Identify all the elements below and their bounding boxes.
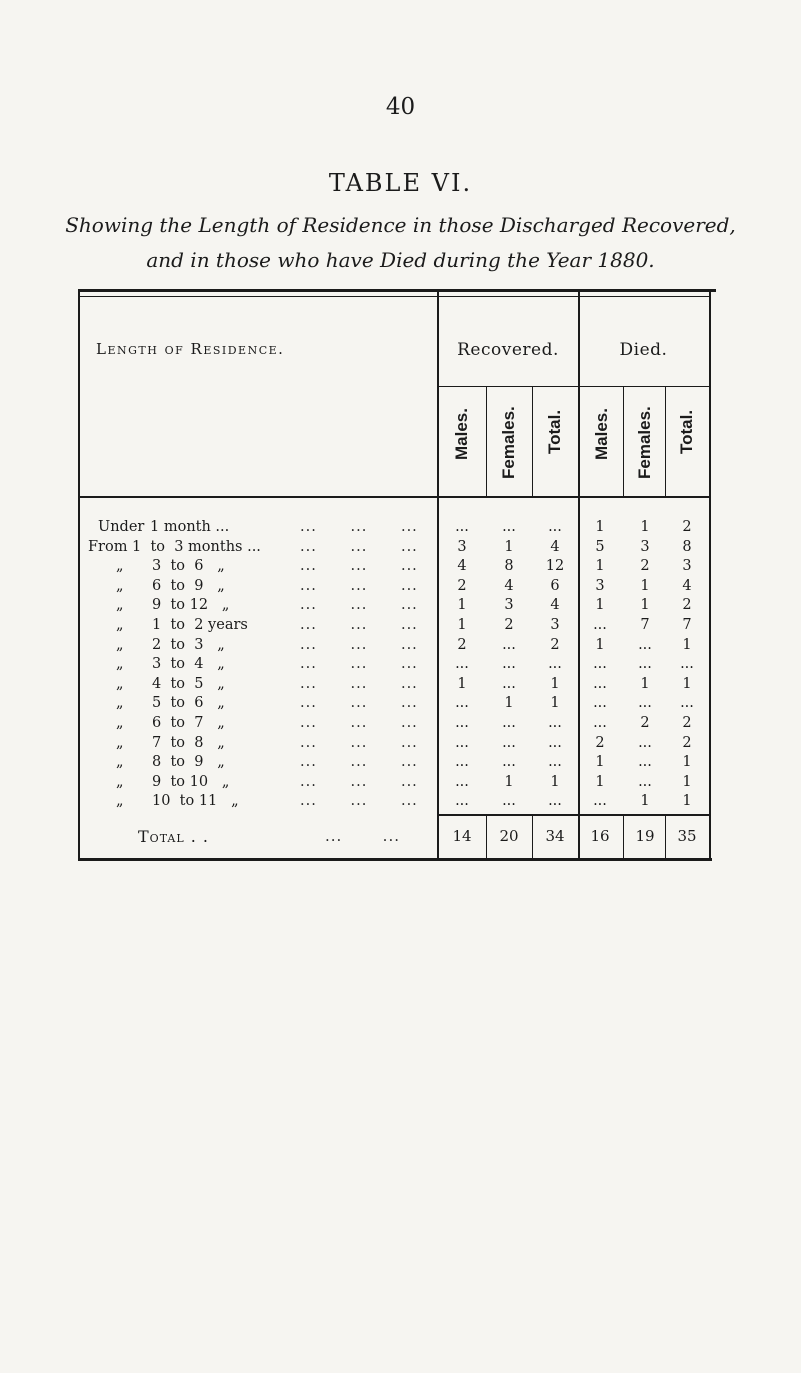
table-cell: 2 xyxy=(682,519,692,535)
table-cell: ... xyxy=(638,636,652,653)
table-cell: 1 xyxy=(640,519,650,535)
row-leader-dots: ... ... ... xyxy=(300,519,418,535)
row-prefix: „ xyxy=(116,577,124,594)
row-range: 6 to 7 „ xyxy=(152,715,225,731)
row-prefix: „ xyxy=(116,773,124,790)
table-cell: ... xyxy=(455,656,469,673)
row-range: 1 to 3 months ... xyxy=(132,538,261,555)
table-cell: 8 xyxy=(504,558,514,575)
table-cell: 2 xyxy=(595,734,605,751)
total-cell: 35 xyxy=(677,827,697,845)
table-cell: 3 xyxy=(504,597,514,614)
table-cell: 1 xyxy=(504,538,514,555)
table-cell: ... xyxy=(593,675,607,692)
row-prefix: „ xyxy=(116,675,124,692)
table-cell: ... xyxy=(455,734,469,751)
total-label: Total . . xyxy=(138,827,210,846)
table-cell: 1 xyxy=(595,773,605,790)
table-cell: 2 xyxy=(504,617,514,633)
row-label xyxy=(88,774,229,790)
total-cell: 34 xyxy=(545,827,565,845)
table-cell: 12 xyxy=(545,558,565,575)
table-cell: 2 xyxy=(457,636,467,653)
table-cell: ... xyxy=(502,675,516,692)
table-cell: 4 xyxy=(504,577,514,594)
table-cell: 3 xyxy=(595,577,605,594)
row-leader-dots: ... ... ... xyxy=(300,538,418,555)
table-cell: ... xyxy=(680,695,694,712)
row-range: 1 to 2 years xyxy=(152,617,248,633)
row-label xyxy=(88,676,225,692)
table-cell: ... xyxy=(455,715,469,731)
table-cell: 1 xyxy=(640,597,650,614)
header-divider xyxy=(80,296,709,297)
col-head-died-total: Total. xyxy=(677,409,696,454)
row-range: 3 to 4 „ xyxy=(152,656,225,673)
table-cell: 1 xyxy=(550,675,560,692)
row-range: 5 to 6 „ xyxy=(152,695,225,712)
col-head-died-males: Males. xyxy=(592,408,611,460)
table-cell: ... xyxy=(502,636,516,653)
row-range: 6 to 9 „ xyxy=(152,577,225,594)
table-cell: ... xyxy=(548,656,562,673)
table-cell: ... xyxy=(548,793,562,810)
row-label xyxy=(88,558,225,574)
table-cell: 1 xyxy=(457,675,467,692)
row-range: 7 to 8 „ xyxy=(152,734,225,751)
table-cell: ... xyxy=(502,656,516,673)
col-head-died-females: Females. xyxy=(635,406,654,479)
row-label xyxy=(88,656,225,672)
row-prefix: „ xyxy=(116,695,124,712)
table-cell: 3 xyxy=(457,538,467,555)
row-leader-dots: ... ... ... xyxy=(300,773,418,790)
table-cell: 1 xyxy=(682,754,692,771)
table-cell: 3 xyxy=(682,558,692,575)
row-range: 4 to 5 „ xyxy=(152,675,225,692)
table-cell: ... xyxy=(638,695,652,712)
table-bottom-border xyxy=(78,858,712,861)
total-cell: 16 xyxy=(590,827,610,845)
col-sep-1 xyxy=(486,387,487,497)
table-cell: ... xyxy=(455,754,469,771)
table-cell: ... xyxy=(593,715,607,731)
row-prefix: „ xyxy=(116,734,124,751)
table-cell: 1 xyxy=(682,636,692,653)
row-label xyxy=(88,695,225,711)
row-label xyxy=(88,754,225,770)
row-prefix: „ xyxy=(116,715,124,731)
row-leader-dots: ... ... ... xyxy=(300,617,418,633)
table-cell: 1 xyxy=(595,754,605,771)
table-cell: 6 xyxy=(550,577,560,594)
col-sep-2 xyxy=(532,387,533,497)
group-died-heading: Died. xyxy=(619,340,668,360)
row-leader-dots: ... ... ... xyxy=(300,734,418,751)
row-prefix: „ xyxy=(116,754,124,771)
total-cell: 19 xyxy=(635,827,655,845)
table-cell: ... xyxy=(455,773,469,790)
row-prefix: „ xyxy=(116,597,124,614)
table-cell: 7 xyxy=(640,617,650,633)
table-cell: ... xyxy=(638,656,652,673)
total-row xyxy=(0,827,801,851)
table-cell: 1 xyxy=(550,773,560,790)
table-cell: 4 xyxy=(682,577,692,594)
total-cell: 20 xyxy=(499,827,519,845)
row-range: 1 month ... xyxy=(150,519,230,535)
page-number: 40 xyxy=(385,94,416,120)
table-cell: ... xyxy=(638,773,652,790)
row-leader-dots: ... ... ... xyxy=(300,675,418,692)
table-cell: ... xyxy=(548,715,562,731)
table-cell: ... xyxy=(638,754,652,771)
table-cell: ... xyxy=(502,793,516,810)
row-label xyxy=(88,637,225,653)
table-cell: 1 xyxy=(595,519,605,535)
col-head-recovered-females: Females. xyxy=(499,406,518,479)
header-bottom-rule xyxy=(80,496,709,498)
table-cell: 2 xyxy=(550,636,560,653)
table-cell: 1 xyxy=(504,773,514,790)
row-leader-dots: ... ... ... xyxy=(300,715,418,731)
table-cell: ... xyxy=(548,734,562,751)
table-row xyxy=(0,793,801,815)
table-cell: 2 xyxy=(682,715,692,731)
table-cell: 1 xyxy=(682,773,692,790)
table-cell: ... xyxy=(548,754,562,771)
group-rule-died xyxy=(578,386,709,387)
table-cell: ... xyxy=(455,793,469,810)
table-cell: ... xyxy=(593,793,607,810)
row-prefix: From xyxy=(88,538,128,555)
table-cell: 3 xyxy=(640,538,650,555)
group-rule-recovered xyxy=(438,386,578,387)
table-cell: ... xyxy=(502,715,516,731)
row-label xyxy=(88,578,225,594)
table-cell: 1 xyxy=(595,636,605,653)
table-cell: 1 xyxy=(457,617,467,633)
row-label xyxy=(88,715,225,731)
table-cell: 8 xyxy=(682,538,692,555)
table-cell: ... xyxy=(593,656,607,673)
col-sep-5 xyxy=(665,387,666,497)
row-range: 3 to 6 „ xyxy=(152,558,225,575)
table-cell: ... xyxy=(593,617,607,633)
table-title: TABLE VI. xyxy=(328,169,473,197)
table-cell: 4 xyxy=(550,597,560,614)
table-cell: ... xyxy=(638,734,652,751)
table-cell: ... xyxy=(680,656,694,673)
col-head-recovered-males: Males. xyxy=(452,408,471,460)
subtitle-line-1: Showing the Length of Residence in those Discharged Recovered, xyxy=(65,213,736,237)
row-leader-dots: ... ... ... xyxy=(300,754,418,771)
row-label xyxy=(98,519,229,535)
subtitle-line-2: and in those who have Died during the Year 1880. xyxy=(146,248,655,272)
row-leader-dots: ... ... ... xyxy=(300,597,418,614)
table-cell: 1 xyxy=(595,597,605,614)
length-of-residence-heading: Length of Residence. xyxy=(96,340,285,358)
row-label xyxy=(88,539,261,555)
table-cell: 1 xyxy=(640,793,650,810)
table-cell: 7 xyxy=(682,617,692,633)
table-cell: 2 xyxy=(682,734,692,751)
row-leader-dots: ... ... ... xyxy=(300,695,418,712)
row-prefix: „ xyxy=(116,636,124,653)
table-cell: ... xyxy=(502,754,516,771)
row-range: 10 to 11 „ xyxy=(152,793,239,810)
table-cell: 2 xyxy=(640,715,650,731)
total-cell: 14 xyxy=(452,827,472,845)
table-cell: 1 xyxy=(504,695,514,712)
row-prefix: Under xyxy=(98,519,145,535)
row-prefix: „ xyxy=(116,793,124,810)
table-cell: ... xyxy=(502,734,516,751)
table-cell: ... xyxy=(455,519,469,535)
table-cell: ... xyxy=(548,519,562,535)
table-cell: ... xyxy=(502,519,516,535)
row-leader-dots: ... ... ... xyxy=(300,636,418,653)
row-label xyxy=(88,597,229,613)
group-recovered-heading: Recovered. xyxy=(457,340,559,360)
row-leader-dots: ... ... ... xyxy=(300,558,418,575)
table-cell: 1 xyxy=(682,793,692,810)
row-prefix: „ xyxy=(116,656,124,673)
table-cell: ... xyxy=(593,695,607,712)
table-cell: 4 xyxy=(550,538,560,555)
table-cell: 2 xyxy=(682,597,692,614)
table-cell: 4 xyxy=(457,558,467,575)
table-cell: 5 xyxy=(595,538,605,555)
table-cell: 1 xyxy=(640,675,650,692)
row-prefix: „ xyxy=(116,558,124,575)
table-cell: 1 xyxy=(640,577,650,594)
row-range: 8 to 9 „ xyxy=(152,754,225,771)
row-range: 9 to 10 „ xyxy=(152,773,230,790)
table-cell: 1 xyxy=(682,675,692,692)
col-sep-4 xyxy=(623,387,624,497)
row-range: 2 to 3 „ xyxy=(152,636,225,653)
row-leader-dots: ... ... ... xyxy=(300,793,418,810)
table-cell: 3 xyxy=(550,617,560,633)
col-head-recovered-total: Total. xyxy=(545,409,564,454)
row-label xyxy=(88,735,225,751)
table-cell: 1 xyxy=(457,597,467,614)
row-label xyxy=(88,793,239,809)
row-leader-dots: ... ... ... xyxy=(300,656,418,673)
table-cell: ... xyxy=(455,695,469,712)
total-leader-dots: ... ... xyxy=(325,827,400,845)
row-range: 9 to 12 „ xyxy=(152,597,230,614)
row-label xyxy=(88,617,248,633)
row-leader-dots: ... ... ... xyxy=(300,577,418,594)
row-prefix: „ xyxy=(116,617,124,633)
table-cell: 1 xyxy=(550,695,560,712)
table-cell: 2 xyxy=(457,577,467,594)
table-cell: 1 xyxy=(595,558,605,575)
table-cell: 2 xyxy=(640,558,650,575)
table-top-border xyxy=(78,289,716,292)
